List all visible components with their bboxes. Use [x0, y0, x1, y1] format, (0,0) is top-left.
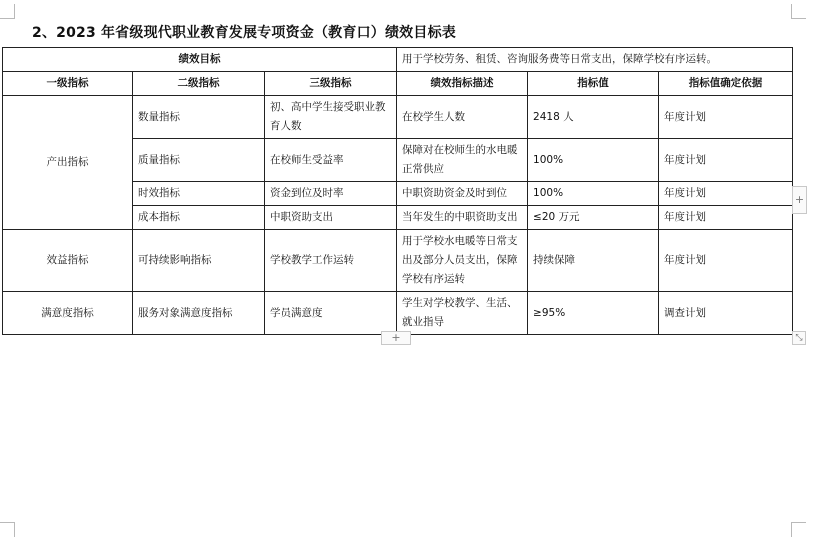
cell-level2[interactable]: 数量指标 [133, 96, 265, 139]
cell-value[interactable]: ≤20 万元 [528, 206, 659, 230]
add-column-button[interactable]: + [792, 186, 807, 214]
cell-level2[interactable]: 成本指标 [133, 206, 265, 230]
table-resize-handle[interactable]: ⤡ [792, 331, 806, 345]
cell-level2[interactable]: 可持续影响指标 [133, 230, 265, 292]
header-row [3, 72, 793, 96]
cell-level3[interactable]: 学校教学工作运转 [265, 230, 397, 292]
cell-value[interactable]: 100% [528, 139, 659, 182]
header-basis[interactable]: 指标值确定依据 [659, 72, 793, 96]
page-corner-mark [791, 522, 806, 537]
cell-basis[interactable]: 年度计划 [659, 139, 793, 182]
header-description[interactable]: 绩效指标描述 [397, 72, 528, 96]
cell-level1[interactable]: 满意度指标 [3, 292, 133, 335]
header-value[interactable]: 指标值 [528, 72, 659, 96]
page-corner-mark [0, 522, 15, 537]
cell-description[interactable]: 在校学生人数 [397, 96, 528, 139]
cell-basis[interactable]: 年度计划 [659, 96, 793, 139]
goal-row [3, 48, 793, 72]
performance-target-table [2, 47, 793, 335]
cell-level3[interactable]: 中职资助支出 [265, 206, 397, 230]
page-corner-mark [791, 4, 806, 19]
cell-level3[interactable]: 学员满意度 [265, 292, 397, 335]
cell-level3[interactable]: 初、高中学生接受职业教育人数 [265, 96, 397, 139]
table-row [3, 292, 793, 335]
cell-value[interactable]: 持续保障 [528, 230, 659, 292]
cell-description[interactable]: 保障对在校师生的水电暖正常供应 [397, 139, 528, 182]
cell-description[interactable]: 用于学校水电暖等日常支出及部分人员支出，保障学校有序运转 [397, 230, 528, 292]
cell-level2[interactable]: 服务对象满意度指标 [133, 292, 265, 335]
cell-value[interactable]: 2418 人 [528, 96, 659, 139]
header-level3[interactable]: 三级指标 [265, 72, 397, 96]
cell-value[interactable]: ≥95% [528, 292, 659, 335]
cell-basis[interactable]: 年度计划 [659, 230, 793, 292]
table-row [3, 230, 793, 292]
goal-label-cell[interactable]: 绩效目标 [3, 48, 397, 72]
cell-level3[interactable]: 资金到位及时率 [265, 182, 397, 206]
header-level1[interactable]: 一级指标 [3, 72, 133, 96]
cell-level2[interactable]: 时效指标 [133, 182, 265, 206]
cell-description[interactable]: 中职资助资金及时到位 [397, 182, 528, 206]
cell-value[interactable]: 100% [528, 182, 659, 206]
cell-description[interactable]: 学生对学校教学、生活、就业指导 [397, 292, 528, 335]
add-row-button[interactable]: + [381, 331, 411, 345]
cell-basis[interactable]: 年度计划 [659, 206, 793, 230]
page-corner-mark [0, 4, 15, 19]
cell-description[interactable]: 当年发生的中职资助支出 [397, 206, 528, 230]
document-title: 2、2023 年省级现代职业教育发展专项资金（教育口）绩效目标表 [32, 25, 456, 41]
header-level2[interactable]: 二级指标 [133, 72, 265, 96]
cell-level1[interactable]: 效益指标 [3, 230, 133, 292]
goal-text-cell[interactable]: 用于学校劳务、租赁、咨询服务费等日常支出，保障学校有序运转。 [397, 48, 793, 72]
table-row [3, 96, 793, 139]
cell-level1[interactable]: 产出指标 [3, 96, 133, 230]
cell-basis[interactable]: 年度计划 [659, 182, 793, 206]
cell-level2[interactable]: 质量指标 [133, 139, 265, 182]
cell-basis[interactable]: 调查计划 [659, 292, 793, 335]
cell-level3[interactable]: 在校师生受益率 [265, 139, 397, 182]
